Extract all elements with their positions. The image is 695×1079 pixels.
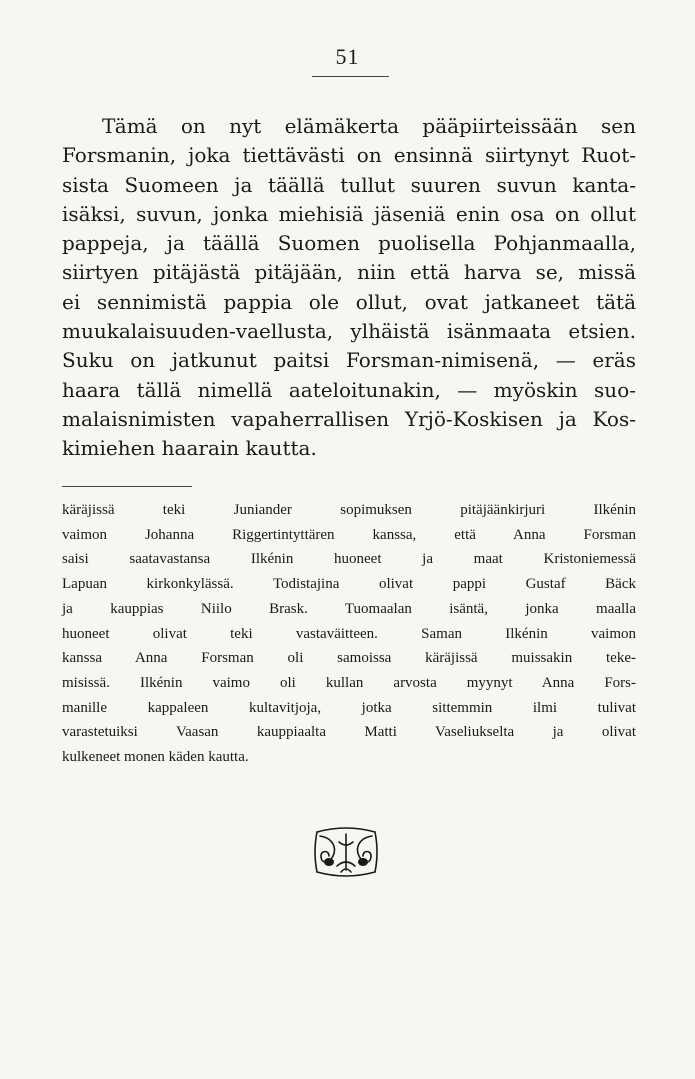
text-line: Tämä on nyt elämäkerta pääpiirteissään sen bbox=[102, 114, 636, 138]
footnote-line: misissä. Ilkénin vaimo oli kullan arvosta myynyt Anna Fors- bbox=[62, 674, 636, 691]
text-line: Suku on jatkunut paitsi Forsman-nimisenä, — eräs bbox=[62, 348, 636, 373]
footnote-line: saisi saatavastansa Ilkénin huoneet ja maat Kristoniemessä bbox=[62, 551, 636, 568]
footnote-line: kulkeneet monen käden kautta. bbox=[62, 749, 249, 766]
text-line: siirtyen pitäjästä pitäjään, niin että harva se, missä bbox=[62, 260, 636, 285]
footnote-line: kanssa Anna Forsman oli samoissa käräjissä muissakin teke- bbox=[62, 650, 636, 667]
text-line: ei sennimistä pappia ole ollut, ovat jatkaneet tätä bbox=[62, 289, 636, 314]
text-line: malaisnimisten vapaherrallisen Yrjö-Koskisen ja Kos- bbox=[62, 406, 636, 431]
footnote-rule bbox=[62, 486, 192, 487]
text-line: Forsmanin, joka tiettävästi on ensinnä siirtynyt Ruot- bbox=[62, 143, 636, 168]
footnote-line: käräjissä teki Juniander sopimuksen pitäjäänkirjuri Ilkénin bbox=[62, 502, 636, 518]
footnote-line: huoneet olivat teki vastaväitteen. Saman Ilkénin vaimon bbox=[62, 625, 636, 642]
footnote bbox=[62, 498, 636, 770]
decorative-ornament-icon bbox=[311, 826, 381, 878]
text-line: haara tällä nimellä aateloitunakin, — myöskin suo- bbox=[62, 377, 636, 402]
page-number-rule bbox=[312, 76, 389, 77]
footnote-line: manille kappaleen kultavitjoja, jotka sittemmin ilmi tulivat bbox=[62, 699, 636, 716]
text-line: sista Suomeen ja täällä tullut suuren suvun kanta- bbox=[62, 172, 636, 197]
footnote-line: ja kauppias Niilo Brask. Tuomaalan isäntä, jonka maalla bbox=[62, 600, 636, 617]
footnote-line: Lapuan kirkonkylässä. Todistajina olivat pappi Gustaf Bäck bbox=[62, 576, 636, 593]
footnote-line: vaimon Johanna Riggertintyttären kanssa, että Anna Forsman bbox=[62, 526, 636, 543]
page-number: 51 bbox=[335, 44, 360, 69]
text-line: muukalaisuuden-vaellusta, ylhäistä isänmaata etsien. bbox=[62, 319, 636, 344]
text-line: pappeja, ja täällä Suomen puolisella Pohjanmaalla, bbox=[62, 231, 636, 256]
text-line: kimiehen haarain kautta. bbox=[62, 436, 317, 461]
main-text bbox=[62, 112, 636, 464]
text-line: isäksi, suvun, jonka miehisiä jäseniä enin osa on ollut bbox=[62, 201, 636, 226]
footnote-line: varastetuiksi Vaasan kauppiaalta Matti Vaseliukselta ja olivat bbox=[62, 724, 636, 741]
